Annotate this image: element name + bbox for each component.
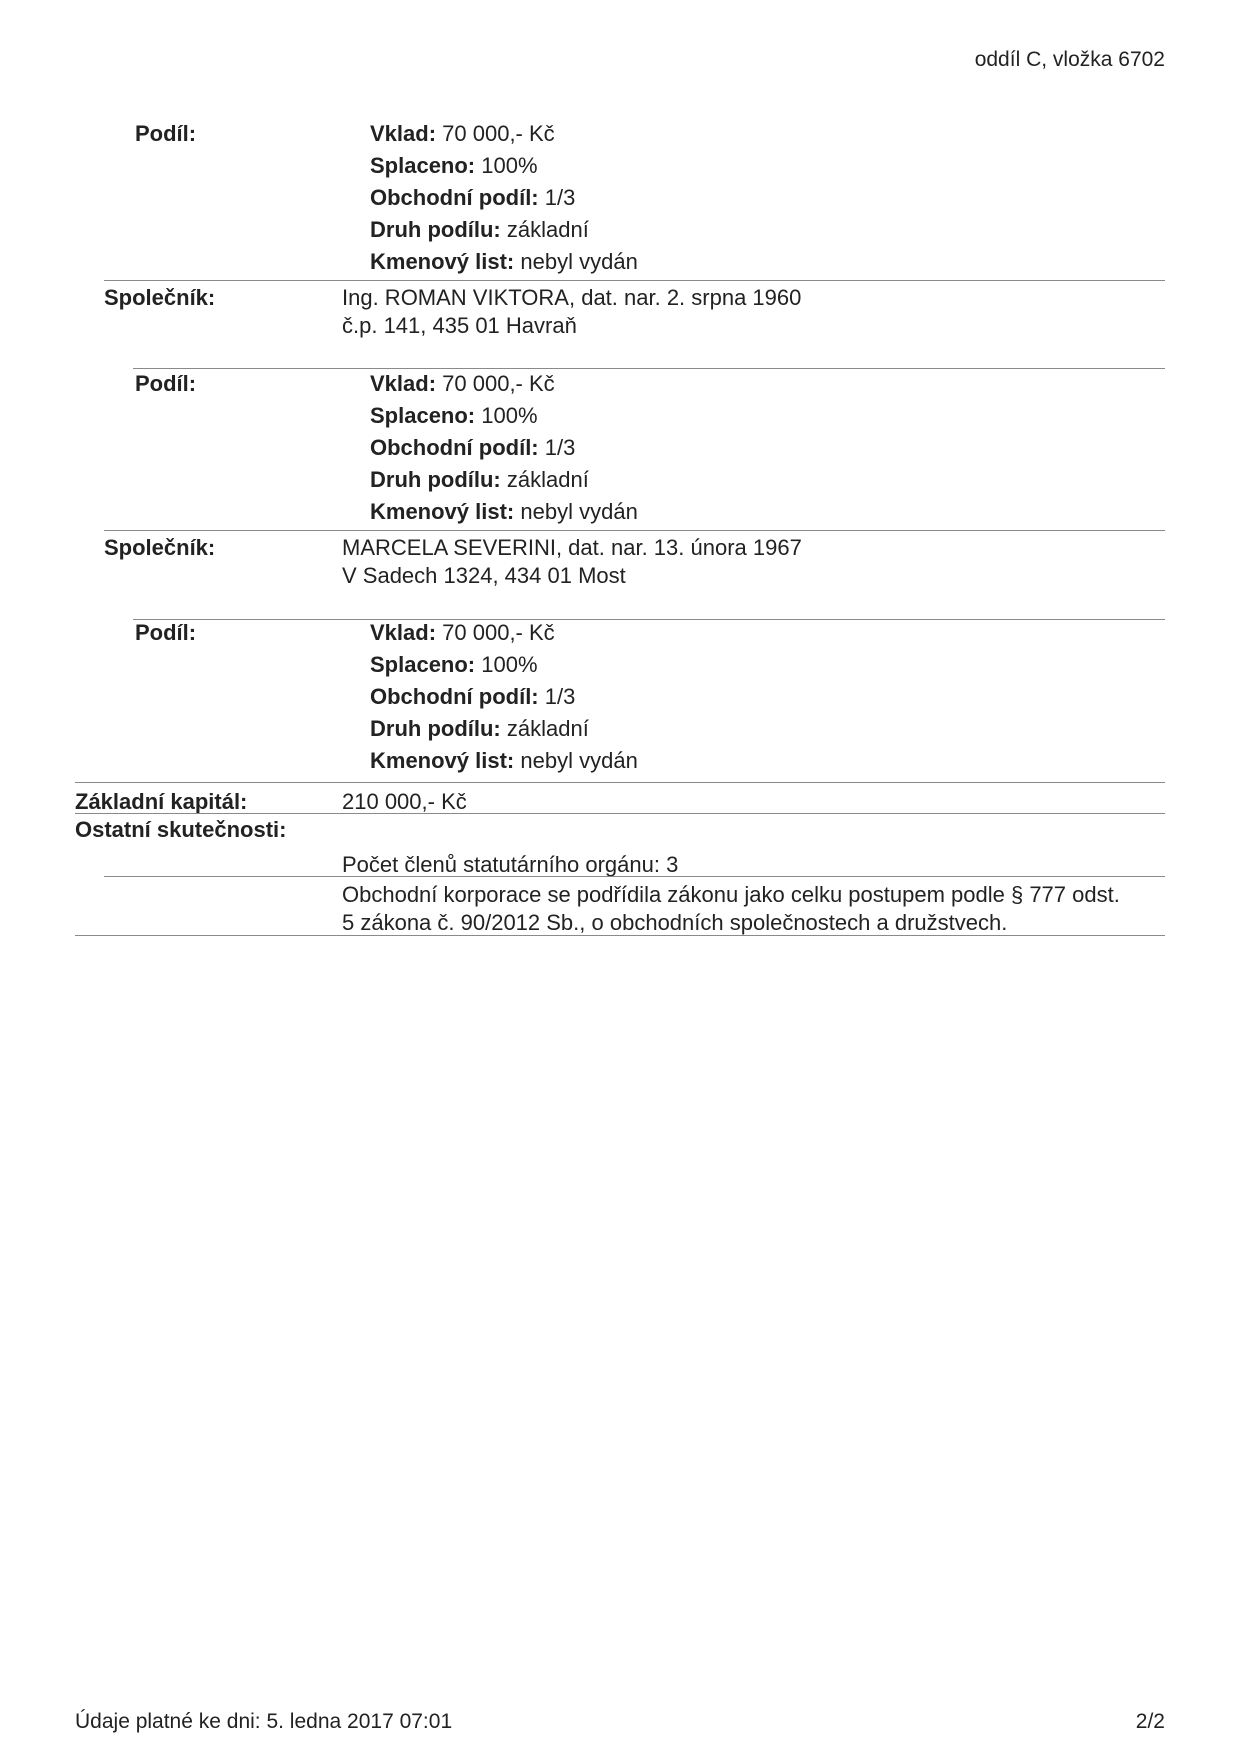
podil-item-label: Splaceno: — [370, 403, 476, 428]
podil-item-value: nebyl vydán — [520, 499, 638, 524]
podil-label: Podíl: — [135, 121, 197, 146]
podil-item — [370, 120, 555, 148]
podil-item-label: Kmenový list: — [370, 499, 515, 524]
podil-label: Podíl: — [135, 620, 197, 645]
podil-item-label: Druh podílu: — [370, 716, 501, 741]
podil-item-value: 100% — [481, 153, 538, 178]
podil-item — [370, 184, 575, 212]
podil-item-label: Splaceno: — [370, 153, 476, 178]
podil-item-value: základní — [506, 467, 589, 492]
podil-item — [370, 248, 638, 276]
spolecnik-label: Společník: — [104, 285, 216, 310]
podil-item-label: Druh podílu: — [370, 467, 501, 492]
podil-item-label: Kmenový list: — [370, 249, 515, 274]
other-fact-line: 5 zákona č. 90/2012 Sb., o obchodních společnostech a družstvech. — [342, 910, 1008, 935]
podil-item — [370, 651, 538, 679]
capital-value: 210 000,- Kč — [342, 789, 467, 814]
podil-item-label: Vklad: — [370, 371, 437, 396]
spolecnik-name: Ing. ROMAN VIKTORA, dat. nar. 2. srpna 1960 — [342, 285, 802, 310]
capital-label: Základní kapitál: — [75, 789, 248, 814]
podil-item-value: nebyl vydán — [520, 748, 638, 773]
divider — [104, 876, 1165, 877]
podil-item-value: 1/3 — [544, 435, 576, 460]
podil-item-value: 70 000,- Kč — [442, 620, 555, 645]
podil-item — [370, 715, 589, 743]
podil-item-value: 100% — [481, 403, 538, 428]
podil-item-value: 100% — [481, 652, 538, 677]
header-section-ref: oddíl C, vložka 6702 — [974, 48, 1165, 71]
podil-item-value: nebyl vydán — [520, 249, 638, 274]
podil-item-value: 1/3 — [544, 185, 576, 210]
podil-item — [370, 152, 538, 180]
podil-item — [370, 216, 589, 244]
spolecnik-address: V Sadech 1324, 434 01 Most — [342, 563, 626, 588]
podil-label: Podíl: — [135, 371, 197, 396]
podil-item-label: Vklad: — [370, 620, 437, 645]
footer-valid-date: Údaje platné ke dni: 5. ledna 2017 07:01 — [75, 1710, 453, 1733]
spolecnik-label: Společník: — [104, 535, 216, 560]
podil-item-label: Obchodní podíl: — [370, 185, 539, 210]
podil-item — [370, 498, 638, 526]
podil-item-label: Obchodní podíl: — [370, 684, 539, 709]
other-fact-item: Počet členů statutárního orgánu: 3 — [342, 852, 679, 877]
podil-item-label: Splaceno: — [370, 652, 476, 677]
podil-item — [370, 402, 538, 430]
divider — [104, 280, 1165, 281]
spolecnik-name: MARCELA SEVERINI, dat. nar. 13. února 1967 — [342, 535, 802, 560]
podil-item — [370, 619, 555, 647]
divider — [75, 782, 1165, 783]
podil-item — [370, 747, 638, 775]
other-fact-line: Obchodní korporace se podřídila zákonu jako celku postupem podle § 777 odst. — [342, 882, 1120, 907]
footer-page-number: 2/2 — [1135, 1710, 1165, 1733]
podil-item-value: 1/3 — [544, 684, 576, 709]
podil-item-value: základní — [506, 217, 589, 242]
divider — [133, 368, 1165, 369]
divider — [75, 935, 1165, 936]
podil-item — [370, 683, 575, 711]
divider — [75, 813, 1165, 814]
podil-item-label: Obchodní podíl: — [370, 435, 539, 460]
podil-item-value: základní — [506, 716, 589, 741]
divider — [133, 619, 1165, 620]
podil-item — [370, 466, 589, 494]
podil-item-value: 70 000,- Kč — [442, 371, 555, 396]
other-facts-label: Ostatní skutečnosti: — [75, 817, 287, 842]
podil-item — [370, 434, 575, 462]
podil-item-label: Druh podílu: — [370, 217, 501, 242]
spolecnik-address: č.p. 141, 435 01 Havraň — [342, 313, 577, 338]
podil-item — [370, 370, 555, 398]
divider — [104, 530, 1165, 531]
podil-item-value: 70 000,- Kč — [442, 121, 555, 146]
podil-item-label: Vklad: — [370, 121, 437, 146]
podil-item-label: Kmenový list: — [370, 748, 515, 773]
